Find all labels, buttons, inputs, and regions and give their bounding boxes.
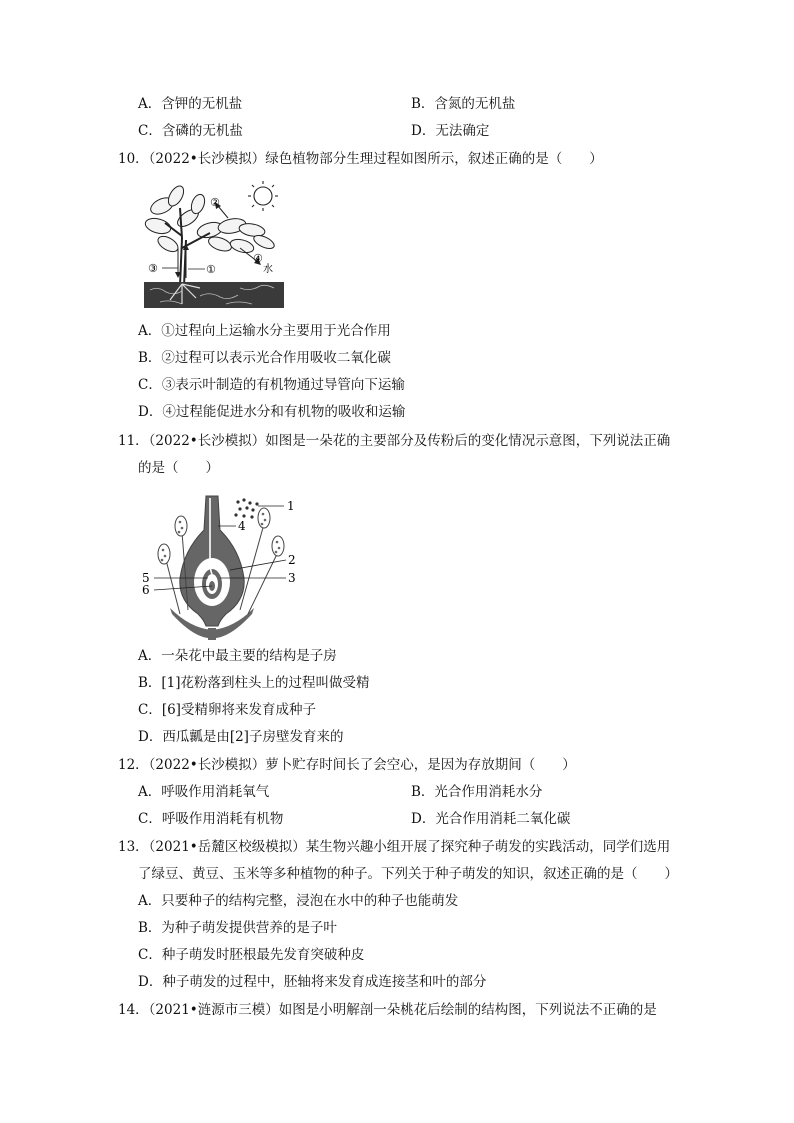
label-2: 2 (288, 553, 296, 567)
q13-option-d: D．种子萌发的过程中，胚轴将来发育成连接茎和叶的部分 (138, 974, 487, 990)
q13-stem-line2: 了绿豆、黄豆、玉米等多种植物的种子。下列关于种子萌发的知识，叙述正确的是（ ） (138, 866, 678, 882)
q11-stem-line2: 的是（ ） (138, 460, 219, 476)
flower-structure-figure (140, 490, 310, 640)
q9-option-c: C．含磷的无机盐 (138, 123, 243, 139)
q10-stem: 10．（2022•长沙模拟）绿色植物部分生理过程如图所示，叙述正确的是（ ） (118, 151, 603, 167)
q11-option-c: C．[6]受精卵将来发育成种子 (138, 702, 316, 718)
label-6: 6 (142, 583, 150, 597)
q11-option-a: A．一朵花中最主要的结构是子房 (138, 648, 337, 664)
q13-stem-line1: 13．（2021•岳麓区校级模拟）某生物兴趣小组开展了探究种子萌发的实践活动，同学们选用 (118, 839, 671, 855)
sun-icon (248, 181, 278, 211)
label-1: 1 (287, 499, 295, 513)
q9-option-b: B．含氮的无机盐 (411, 96, 516, 112)
q13-option-c: C．种子萌发时胚根最先发育突破种皮 (138, 947, 365, 963)
label-5: 5 (142, 571, 150, 585)
q11-stem-line1: 11．（2022•长沙模拟）如图是一朵花的主要部分及传粉后的变化情况示意图，下列说法正确 (118, 433, 671, 449)
q14-stem: 14．（2021•涟源市三模）如图是小明解剖一朵桃花后绘制的结构图，下列说法不正确的是 (118, 1002, 657, 1018)
q12-option-d: D．光合作用消耗二氧化碳 (411, 811, 571, 827)
q12-stem: 12．（2022•长沙模拟）萝卜贮存时间长了会空心，是因为存放期间（ ） (118, 757, 576, 773)
q10-option-c: C．③表示叶制造的有机物通过导管向下运输 (138, 377, 405, 393)
label-process-4: ④ (253, 252, 263, 265)
label-process-3: ③ (148, 262, 158, 275)
q12-option-b: B．光合作用消耗水分 (411, 784, 543, 800)
label-water: 水 (263, 264, 273, 275)
label-4: 4 (238, 519, 246, 533)
q9-option-a: A．含钾的无机盐 (138, 96, 243, 112)
plant-process-figure (140, 178, 290, 310)
q12-option-c: C．呼吸作用消耗有机物 (138, 811, 284, 827)
q11-option-b: B．[1]花粉落到柱头上的过程叫做受精 (138, 675, 370, 691)
q10-option-a: A．①过程向上运输水分主要用于光合作用 (138, 323, 391, 339)
q9-option-d: D．无法确定 (411, 123, 490, 139)
q10-option-d: D．④过程能促进水分和有机物的吸收和运输 (138, 404, 406, 420)
q13-option-b: B．为种子萌发提供营养的是子叶 (138, 920, 337, 936)
label-3: 3 (288, 571, 296, 585)
q13-option-a: A．只要种子的结构完整，浸泡在水中的种子也能萌发 (138, 893, 459, 909)
q10-option-b: B．②过程可以表示光合作用吸收二氧化碳 (138, 350, 391, 366)
q11-option-d: D．西瓜瓤是由[2]子房壁发育来的 (138, 729, 344, 745)
label-process-1: ① (206, 263, 216, 276)
q12-option-a: A．呼吸作用消耗氧气 (138, 784, 270, 800)
label-process-2: ② (210, 196, 220, 209)
